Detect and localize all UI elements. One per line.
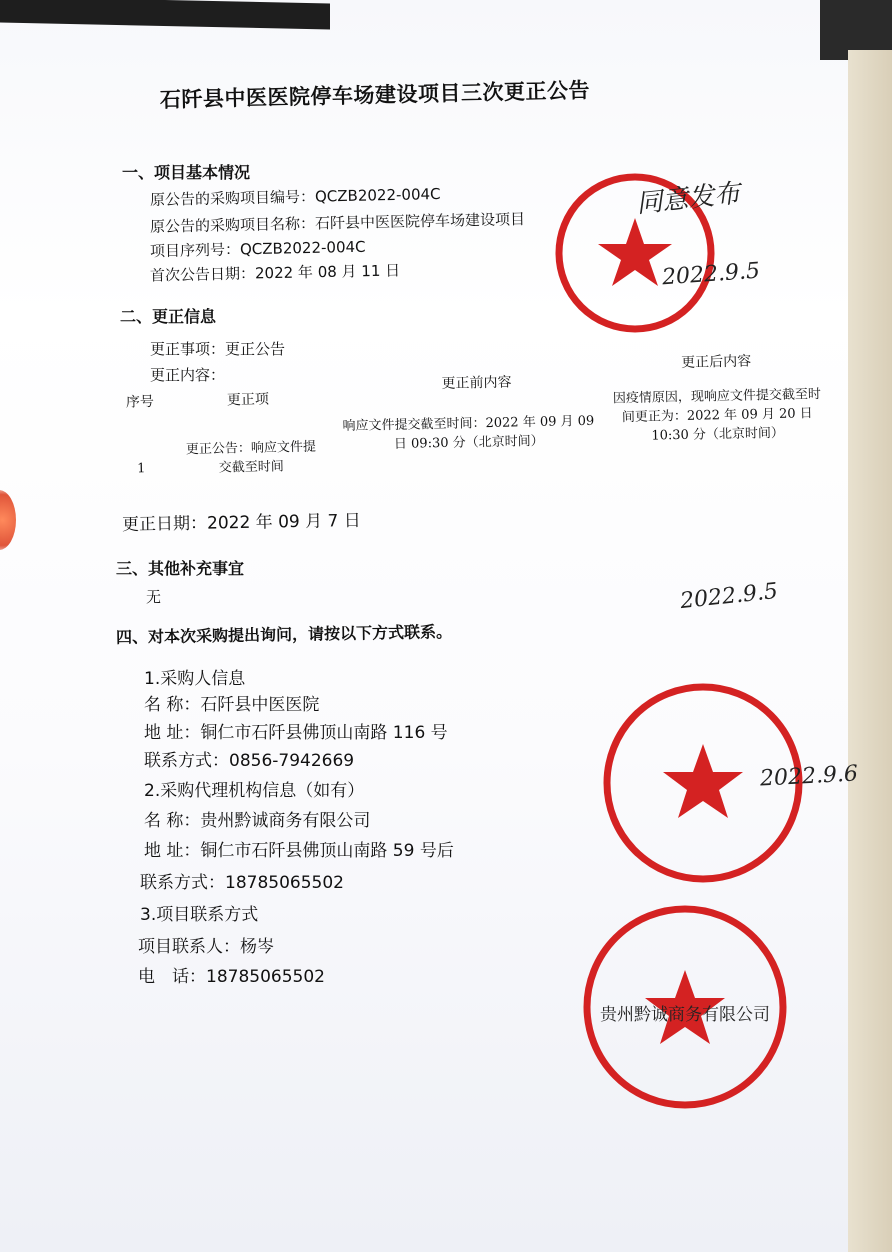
handwritten-date: 2022.9.5	[661, 258, 761, 291]
section3-heading: 三、其他补充事宜	[116, 559, 245, 578]
contact-line: 电 话：18785065502	[138, 967, 325, 987]
contact-line: 名 称：贵州黔诚商务有限公司	[144, 811, 371, 831]
contact-line: 项目联系人：杨岑	[138, 937, 274, 957]
table-cell-before: 响应文件提交截至时间：2022 年 09 月 09 日 09:30 分（北京时间）	[342, 413, 595, 452]
company-name-overlay: 贵州黔诚商务有限公司	[600, 1005, 770, 1025]
contact-line: 联系方式：18785065502	[140, 873, 344, 893]
contact-line: 地 址：铜仁市石阡县佛顶山南路 59 号后	[144, 841, 454, 861]
section1-line: 首次公告日期：2022 年 08 月 11 日	[149, 261, 401, 285]
correction-content-label: 更正内容：	[150, 366, 226, 384]
correction-date: 更正日期：2022 年 09 月 7 日	[121, 510, 361, 536]
table-cell-after: 因疫情原因，现响应文件提交截至时间更正为：2022 年 09 月 20 日 10:30 分（北京时间）	[612, 387, 822, 444]
background-corner	[0, 0, 330, 29]
paper-edge	[848, 50, 892, 1252]
contact-line: 名 称：石阡县中医医院	[144, 695, 320, 715]
finger-blur	[0, 490, 16, 550]
section3-text: 无	[146, 588, 162, 606]
contact-line: 3.项目联系方式	[140, 905, 259, 925]
section1-heading: 一、项目基本情况	[122, 163, 251, 182]
contact-line: 2.采购代理机构信息（如有）	[144, 781, 365, 801]
handwritten-note: 同意发布	[634, 178, 742, 220]
contact-line: 地 址：铜仁市石阡县佛顶山南路 116 号	[144, 723, 448, 743]
table-cell-item: 更正公告：响应文件提交截至时间	[185, 439, 317, 476]
section1-line: 原公告的采购项目名称：石阡县中医医院停车场建设项目	[149, 210, 526, 236]
section1-line: 原公告的采购项目编号：QCZB2022-004C	[149, 184, 441, 210]
table-header: 更正前内容	[441, 374, 512, 392]
page-title: 石阡县中医医院停车场建设项目三次更正公告	[159, 78, 591, 112]
handwritten-date: 2022.9.5	[678, 578, 780, 615]
table-header: 更正项	[226, 391, 270, 409]
contact-line: 1.采购人信息	[144, 669, 246, 689]
table-header: 序号	[125, 394, 155, 411]
handwritten-date: 2022.9.6	[759, 761, 859, 792]
section2-heading: 二、更正信息	[120, 307, 217, 326]
section1-line: 项目序列号：QCZB2022-004C	[149, 237, 366, 261]
correction-item: 更正事项：更正公告	[150, 340, 286, 358]
contact-line: 联系方式：0856-7942669	[144, 751, 355, 771]
section4-heading: 四、对本次采购提出询问，请按以下方式联系。	[115, 622, 453, 647]
table-header: 更正后内容	[681, 353, 752, 371]
table-cell-no: 1	[136, 461, 146, 477]
correction-table	[106, 345, 829, 502]
